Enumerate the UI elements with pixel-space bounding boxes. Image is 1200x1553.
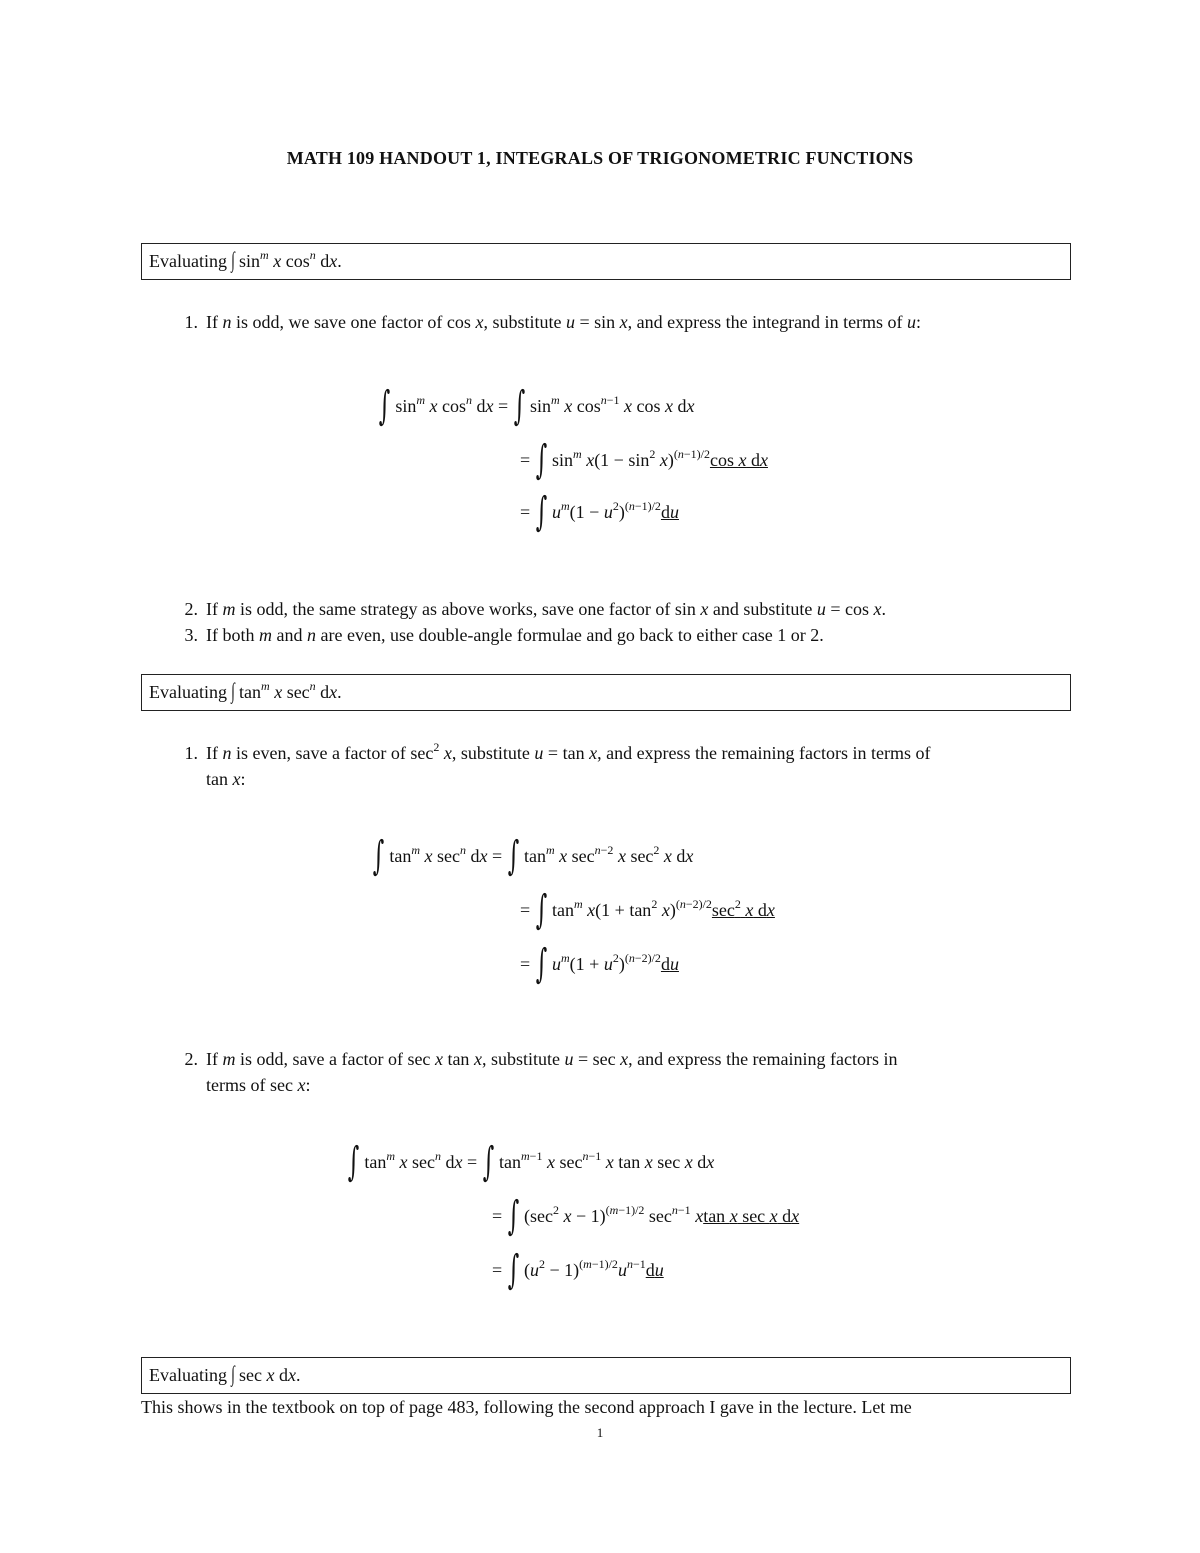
equation-line: = ∫ $\sin^m x(1 - \sin^2 x)^{(n-1)/2}\cos$ x dx — [520, 437, 768, 483]
equation-line: = ∫ $\tan^m x(1 + \tan^2 x)^{(n-2)/2}\sec^2$ x dx — [520, 887, 775, 933]
section-text: This shows in the textbook on top of page 483, following the second approach I gave in the lecture. Let me — [141, 1397, 912, 1417]
section-heading-sin-cos: Evaluating ∫ $\sin^m x$ $\cos^n$ dx. — [141, 243, 1071, 280]
list-item-1: 1. If n is even, save a factor of $\sec^2 x$, substitute u = tan x, and express the remaining factors in terms of tan x: — [184, 740, 931, 789]
equation-line: = ∫ $(u^2 - 1)^{(m-1)/2}u^{n-1}du$ — [492, 1247, 664, 1293]
list-item-3: 3. If both m and n are even, use double-angle formulae and go back to either case 1 or 2. — [184, 625, 824, 645]
list-item-2: 2. If m is odd, the same strategy as above works, save one factor of sin x and substitute u = cos x. — [184, 599, 887, 619]
equation-line: ∫ $\tan^m x$ $\sec^n$ dx = ∫ $\tan^m x$ $\sec^{n-2} x$ $\sec^2 x$ dx — [372, 833, 694, 879]
page-number: 1 — [596, 1425, 604, 1440]
page-title: MATH 109 HANDOUT 1, INTEGRALS OF TRIGONOMETRIC FUNCTIONS — [286, 148, 914, 168]
equation-line: = ∫ $u^m(1 + u^2)^{(n-2)/2}du$ — [520, 941, 679, 987]
section-heading-tan-sec: Evaluating ∫ $\tan^m x$ $\sec^n$ dx. — [141, 674, 1071, 711]
equation-line: ∫ $\tan^m x$ $\sec^n$ dx = ∫ $\tan^{m-1} x$ $\sec^{n-1} x$ tan x sec x dx — [347, 1139, 715, 1185]
section-heading-sec: Evaluating ∫ sec x dx. — [141, 1357, 1071, 1394]
equation-line: = ∫ ($\sec^2$ x − 1)$^{(m-1)/2}$ $\sec^{n-1} xtan$ x sec x dx — [492, 1193, 800, 1239]
list-item-2: 2. If m is odd, save a factor of sec x tan x, substitute u = sec x, and express the remaining factors in terms of sec x: — [184, 1049, 898, 1095]
equation-line: = ∫ $u^m(1 - u^2)^{(n-1)/2}du$ — [520, 489, 679, 535]
list-item-1: 1. If n is odd, we save one factor of cos x, substitute u = sin x, and express the integrand in terms of u: — [184, 312, 922, 332]
equation-line: ∫ $\sin^m x$ $\cos^n$ dx = ∫ $\sin^m x$ $\cos^{n-1} x$ cos x dx — [378, 383, 695, 429]
